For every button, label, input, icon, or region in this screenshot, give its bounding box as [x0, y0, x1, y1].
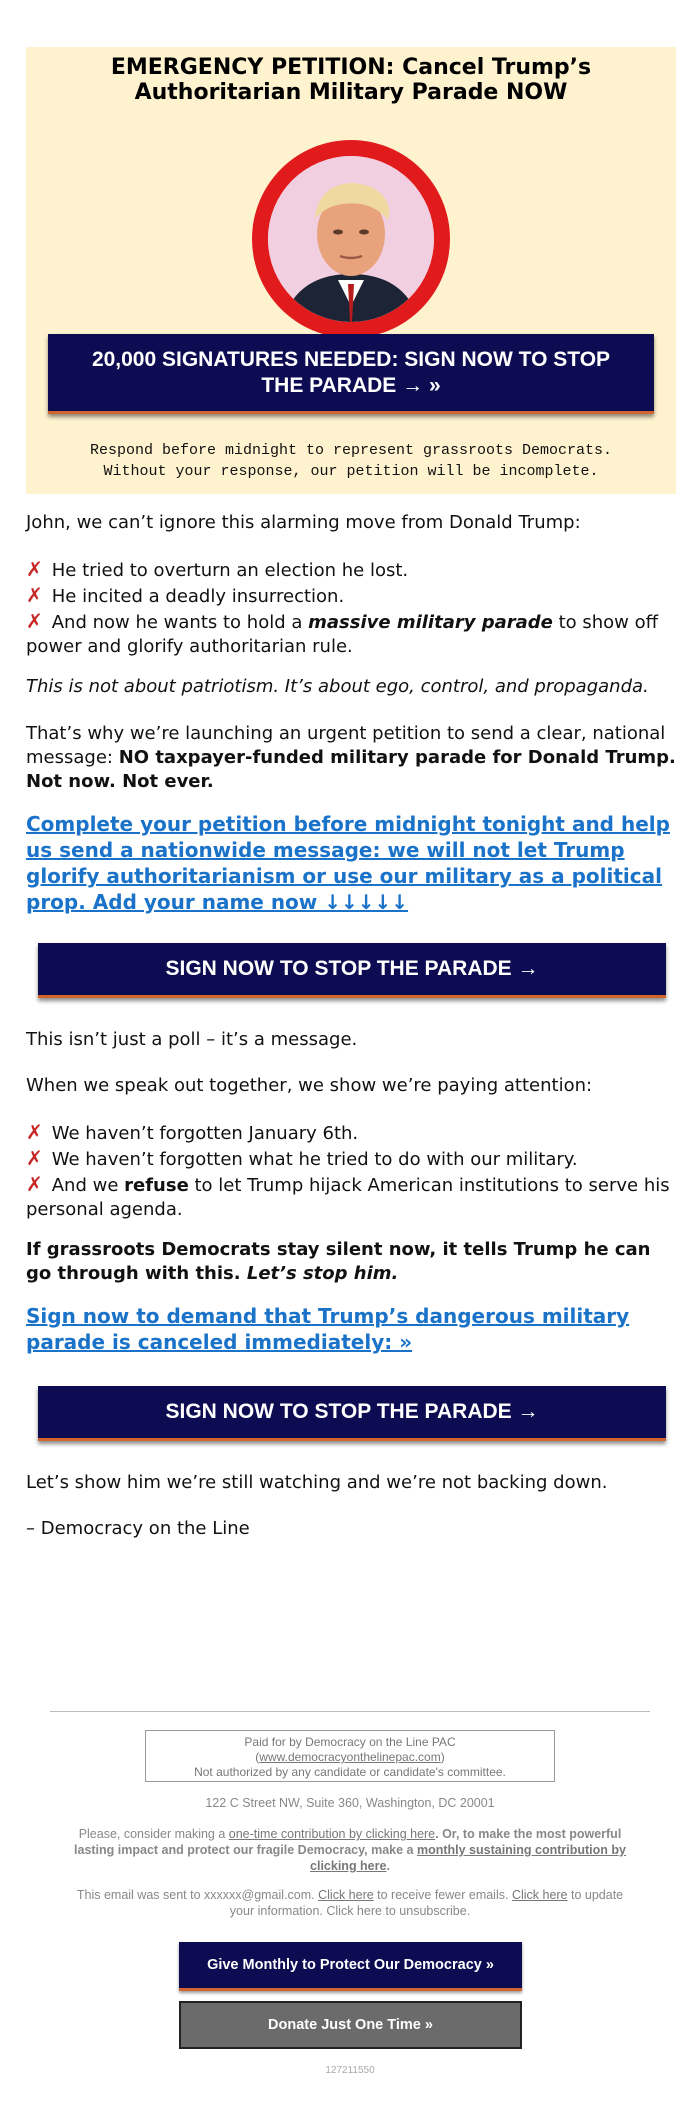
give-monthly-button[interactable]: Give Monthly to Protect Our Democracy »	[179, 1942, 522, 1991]
postal-address: 122 C Street NW, Suite 360, Washington, DC 20001	[205, 1796, 495, 1810]
list-item: ✗ And we refuse to let Trump hijack American institutions to serve his personal agenda.	[26, 1172, 670, 1220]
list-item: ✗ He incited a deadly insurrection.	[26, 583, 345, 607]
demand-link[interactable]: Sign now to demand that Trump’s dangerous military parade is canceled immediately: »	[26, 1304, 630, 1354]
portrait-ring	[252, 140, 450, 338]
list-item: ✗ He tried to overturn an election he lost.	[26, 557, 409, 581]
cross-mark-icon: ✗	[26, 583, 43, 607]
memory-list	[26, 1120, 676, 1222]
hero-sign-button[interactable]: 20,000 SIGNATURES NEEDED: SIGN NOW TO STOP THE PARADE → »	[48, 334, 654, 414]
update-info-link[interactable]: Click here	[511, 1888, 568, 1902]
cross-mark-icon: ✗	[26, 1172, 43, 1196]
contribution-paragraph: Please, consider making a one-time contribution by clicking here. Or, to make the most powerful lasting impact and protect our fragile Democracy, make a monthly sustaining contribution by clicking here.	[74, 1827, 626, 1873]
monthly-contribution-link[interactable]: monthly sustaining contribution by clicking here	[310, 1843, 626, 1873]
petition-link-block	[26, 812, 676, 916]
list-item: ✗ We haven’t forgotten what he tried to do with our military.	[26, 1146, 578, 1170]
cross-mark-icon: ✗	[26, 557, 43, 581]
petition-paragraph: That’s why we’re launching an urgent petition to send a clear, national message: NO taxpayer-funded military parade for Donald Trump. Not now. Not ever.	[26, 723, 676, 792]
intro-paragraph: John, we can’t ignore this alarming move from Donald Trump:	[26, 512, 581, 533]
donate-once-button[interactable]: Donate Just One Time »	[179, 2001, 522, 2049]
portrait-illustration	[268, 156, 434, 322]
demand-link-block	[26, 1304, 676, 1356]
hero-urgency-note: Respond before midnight to represent grassroots Democrats. Without your response, our petition will be incomplete.	[89, 442, 613, 480]
sign-button[interactable]: SIGN NOW TO STOP THE PARADE →	[38, 943, 666, 998]
poll-line: This isn’t just a poll – it’s a message.	[26, 1029, 358, 1050]
italic-statement: This is not about patriotism. It’s about ego, control, and propaganda.	[26, 676, 649, 697]
cross-mark-icon: ✗	[26, 609, 43, 633]
hero-panel	[26, 47, 676, 494]
hero-title: EMERGENCY PETITION: Cancel Trump’s Authoritarian Military Parade NOW	[110, 55, 592, 105]
petition-link[interactable]: Complete your petition before midnight tonight and help us send a nationwide message: we will not let Trump glorify authoritarianism or use our military as a political prop. Add your name now ↓↓↓↓↓	[26, 812, 670, 914]
email-preferences: This email was sent to xxxxxx@gmail.com. Click here to receive fewer emails. Click here to update your information. Click here to unsubscribe.	[76, 1888, 624, 1918]
paid-for-box: Paid for by Democracy on the Line PAC (www.democracyonthelinepac.com) Not authorized by any candidate or candidate's committee.	[145, 1730, 555, 1782]
cross-mark-icon: ✗	[26, 1146, 43, 1170]
list-item: ✗ We haven’t forgotten January 6th.	[26, 1120, 359, 1144]
fewer-emails-link[interactable]: Click here	[318, 1888, 374, 1902]
tracking-code: 127211550	[325, 2065, 375, 2076]
signature: – Democracy on the Line	[26, 1518, 250, 1539]
silence-paragraph: If grassroots Democrats stay silent now, it tells Trump he can go through with this. Let’s stop him.	[26, 1239, 651, 1284]
list-item: ✗ And now he wants to hold a massive military parade to show off power and glorify authoritarian rule.	[26, 609, 659, 657]
speak-line: When we speak out together, we show we’re paying attention:	[26, 1075, 593, 1096]
pac-website-link[interactable]: www.democracyonthelinepac.com	[259, 1750, 441, 1764]
one-time-contribution-link[interactable]: one-time contribution by clicking here	[228, 1827, 436, 1841]
portrait-photo	[268, 156, 434, 322]
closing-line: Let’s show him we’re still watching and we’re not backing down.	[26, 1472, 608, 1493]
offense-list	[26, 557, 676, 659]
cross-mark-icon: ✗	[26, 1120, 43, 1144]
sign-button[interactable]: SIGN NOW TO STOP THE PARADE →	[38, 1386, 666, 1441]
footer-divider	[50, 1711, 650, 1712]
